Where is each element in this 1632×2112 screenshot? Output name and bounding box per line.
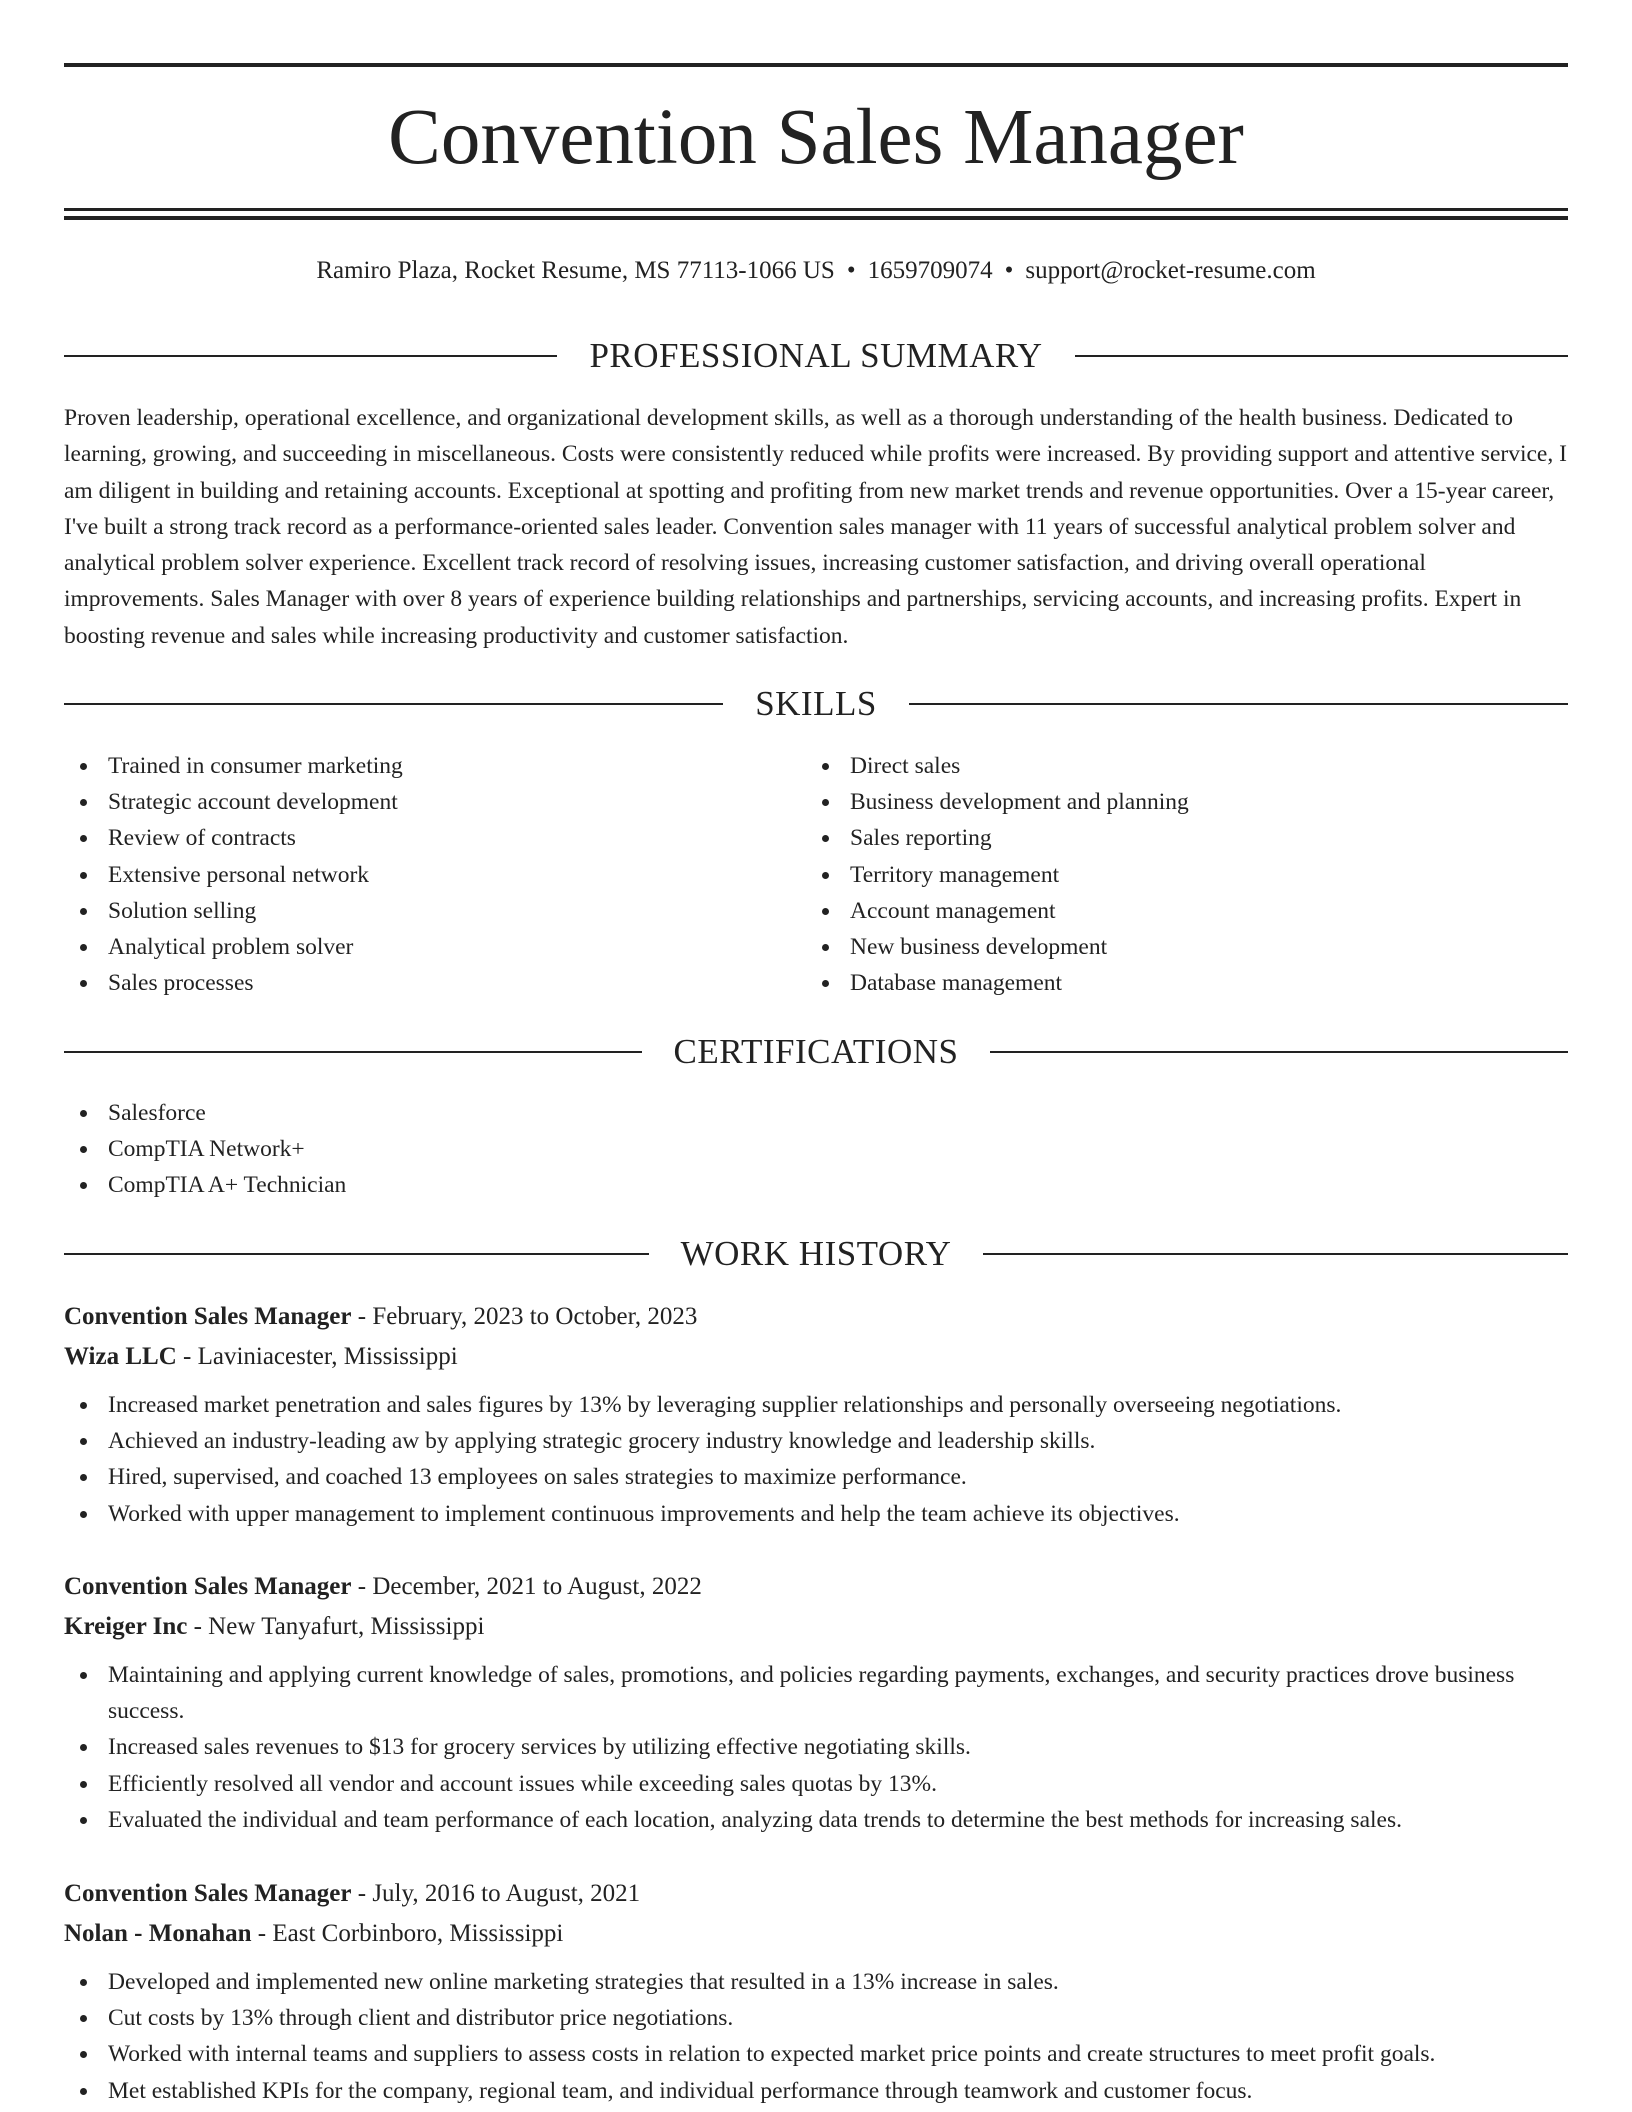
heading-rule bbox=[64, 1051, 642, 1053]
job-bullet: Hired, supervised, and coached 13 employees on sales strategies to maximize performance. bbox=[64, 1459, 1568, 1495]
job-bullet: Maintaining and applying current knowledge of sales, promotions, and policies regarding payments, exchanges, and security practices drove business success. bbox=[64, 1657, 1568, 1729]
job-company-line bbox=[64, 1914, 1568, 1954]
contact-phone: 1659709074 bbox=[867, 257, 993, 284]
heading-rule bbox=[983, 1253, 1568, 1255]
job-company: Nolan - Monahan bbox=[64, 1920, 252, 1947]
certification-item: Salesforce bbox=[64, 1095, 1568, 1131]
heading-rule bbox=[64, 355, 557, 357]
skill-item: Database management bbox=[806, 965, 1566, 1001]
skill-item: Business development and planning bbox=[806, 784, 1566, 820]
job-bullet: Evaluated the individual and team performance of each location, analyzing data trends to determine the best methods for increasing sales. bbox=[64, 1802, 1568, 1838]
job-bullet: Met established KPIs for the company, regional team, and individual performance through teamwork and customer focus. bbox=[64, 2073, 1568, 2109]
section-title: CERTIFICATIONS bbox=[673, 1032, 959, 1071]
contact-email: support@rocket-resume.com bbox=[1025, 257, 1316, 284]
certification-item: CompTIA A+ Technician bbox=[64, 1167, 1568, 1203]
heading-rule bbox=[990, 1051, 1568, 1053]
skill-item: Analytical problem solver bbox=[64, 929, 804, 965]
contact-separator: • bbox=[846, 257, 856, 284]
job-bullet: Worked with upper management to implement continuous improvements and help the team achieve its objectives. bbox=[64, 1496, 1568, 1532]
job-bullet: Efficiently resolved all vendor and account issues while exceeding sales quotas by 13%. bbox=[64, 1766, 1568, 1802]
job-title-line bbox=[64, 1567, 1568, 1607]
job-bullet: Cut costs by 13% through client and distributor price negotiations. bbox=[64, 2000, 1568, 2036]
contact-address: Ramiro Plaza, Rocket Resume, MS 77113-1066 US bbox=[316, 257, 835, 284]
skill-item: New business development bbox=[806, 929, 1566, 965]
job-bullet: Increased market penetration and sales figures by 13% by leveraging supplier relationships and personally overseeing negotiations. bbox=[64, 1387, 1568, 1423]
heading-rule bbox=[64, 703, 723, 705]
section-heading-summary bbox=[64, 334, 1568, 378]
job-dates: - December, 2021 to August, 2022 bbox=[351, 1573, 702, 1600]
heading-rule bbox=[909, 703, 1568, 705]
job-entry bbox=[64, 1297, 1568, 1532]
skill-item: Sales processes bbox=[64, 965, 804, 1001]
contact-separator: • bbox=[1004, 257, 1014, 284]
job-title: Convention Sales Manager bbox=[64, 1303, 352, 1330]
job-dates: - February, 2023 to October, 2023 bbox=[351, 1303, 698, 1330]
skill-item: Territory management bbox=[806, 857, 1566, 893]
job-location: - Laviniacester, Mississippi bbox=[176, 1343, 458, 1370]
job-title-line bbox=[64, 1874, 1568, 1914]
job-bullet: Increased sales revenues to $13 for grocery services by utilizing effective negotiating skills. bbox=[64, 1729, 1568, 1765]
job-entry bbox=[64, 1874, 1568, 2109]
job-title: Convention Sales Manager bbox=[64, 1880, 352, 1907]
skill-item: Review of contracts bbox=[64, 820, 804, 856]
job-bullets bbox=[64, 1657, 1568, 1838]
section-title: PROFESSIONAL SUMMARY bbox=[589, 336, 1043, 375]
contact-line bbox=[64, 254, 1568, 288]
job-company-line bbox=[64, 1607, 1568, 1647]
job-company: Kreiger Inc bbox=[64, 1613, 188, 1640]
job-bullets bbox=[64, 1964, 1568, 2109]
job-entry bbox=[64, 1567, 1568, 1838]
summary-text: Proven leadership, operational excellence, and organizational development skills, as well as a thorough understanding of the health business. Dedicated to learning, growing, and succeeding in miscellaneous. Costs were consistently reduced while profits were increased. By providing support and attentive service, I am diligent in building and retaining accounts. Exceptional at spotting and profiting from new market trends and revenue opportunities. Over a 15-year career, I've built a strong track record as a performance-oriented sales leader. Convention sales manager with 11 years of successful analytical problem solver and analytical problem solver experience. Excellent track record of resolving issues, increasing customer satisfaction, and driving overall operational improvements. Sales Manager with over 8 years of experience building relationships and partnerships, servicing accounts, and increasing profits. Expert in boosting revenue and sales while increasing productivity and customer satisfaction. bbox=[64, 405, 1567, 649]
section-title: WORK HISTORY bbox=[680, 1234, 952, 1273]
skill-item: Trained in consumer marketing bbox=[64, 748, 804, 784]
job-company: Wiza LLC bbox=[64, 1343, 177, 1370]
job-location: - East Corbinboro, Mississippi bbox=[251, 1920, 564, 1947]
section-heading-skills bbox=[64, 682, 1568, 726]
skills-list-left bbox=[64, 748, 804, 1001]
section-heading-certifications bbox=[64, 1030, 1568, 1074]
skill-item: Extensive personal network bbox=[64, 857, 804, 893]
skill-item: Solution selling bbox=[64, 893, 804, 929]
job-title: Convention Sales Manager bbox=[64, 1573, 352, 1600]
certifications-list bbox=[64, 1095, 1568, 1204]
job-bullet: Worked with internal teams and suppliers to assess costs in relation to expected market price points and create structures to meet profit goals. bbox=[64, 2036, 1568, 2072]
heading-rule bbox=[1075, 355, 1568, 357]
heading-rule bbox=[64, 1253, 649, 1255]
job-location: - New Tanyafurt, Mississippi bbox=[187, 1613, 485, 1640]
job-bullet: Achieved an industry-leading aw by applying strategic grocery industry knowledge and leadership skills. bbox=[64, 1423, 1568, 1459]
certification-item: CompTIA Network+ bbox=[64, 1131, 1568, 1167]
section-heading-work-history bbox=[64, 1232, 1568, 1276]
skill-item: Strategic account development bbox=[64, 784, 804, 820]
job-title-line bbox=[64, 1297, 1568, 1337]
job-dates: - July, 2016 to August, 2021 bbox=[351, 1880, 641, 1907]
resume-title: Convention Sales Manager bbox=[388, 94, 1244, 181]
header-top-rule bbox=[64, 63, 1568, 67]
job-bullets bbox=[64, 1387, 1568, 1532]
header-double-rule bbox=[64, 208, 1568, 220]
job-bullet: Developed and implemented new online marketing strategies that resulted in a 13% increase in sales. bbox=[64, 1964, 1568, 2000]
skills-list-right bbox=[806, 748, 1566, 1001]
skill-item: Direct sales bbox=[806, 748, 1566, 784]
section-title: SKILLS bbox=[755, 684, 877, 723]
job-company-line bbox=[64, 1337, 1568, 1377]
skill-item: Account management bbox=[806, 893, 1566, 929]
skill-item: Sales reporting bbox=[806, 820, 1566, 856]
